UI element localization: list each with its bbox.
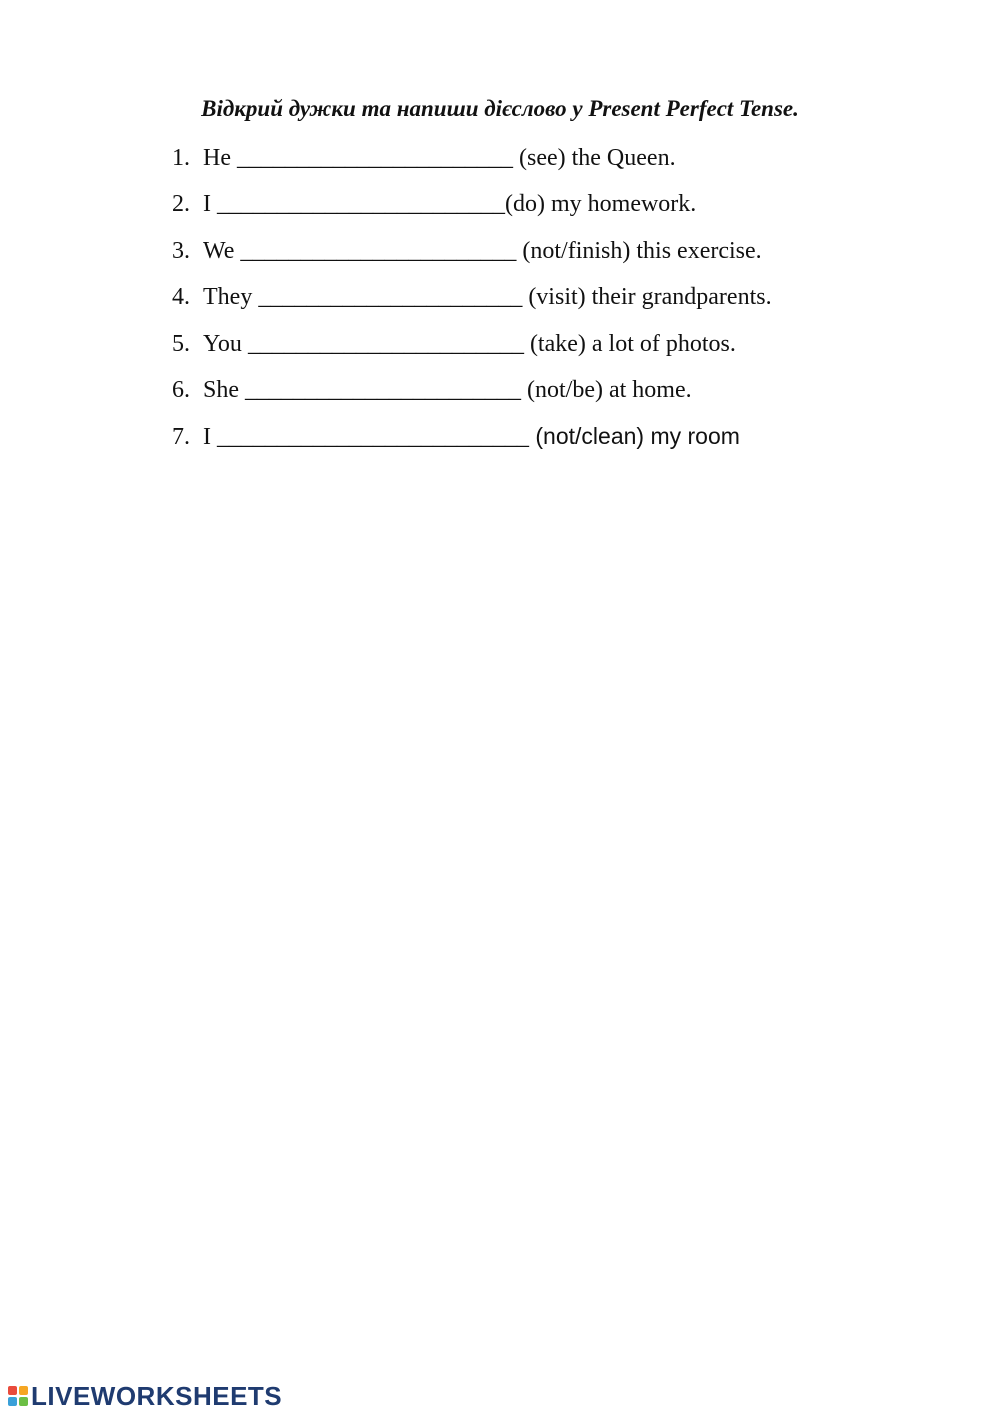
exercise-item-4 (172, 280, 772, 326)
item-number: 5. (172, 330, 190, 357)
verb-hint: (visit) their grandparents. (522, 284, 772, 311)
verb-hint: (not/finish) this exercise. (516, 237, 762, 264)
verb-hint: (not/be) at home. (521, 376, 692, 403)
worksheet-instructions: Відкрий дужки та напиши дієслово у Present Perfect Tense. (201, 96, 799, 121)
exercise-item-3 (172, 234, 772, 280)
exercise-item-7 (172, 419, 772, 465)
logo-square (8, 1397, 17, 1406)
answer-blank[interactable]: _______________________ (247, 330, 524, 357)
exercise-list (172, 141, 772, 466)
exercise-item-2 (172, 187, 772, 233)
item-number: 6. (172, 376, 190, 403)
verb-hint: (not/clean) my room (529, 423, 740, 450)
item-subject: She (203, 376, 239, 403)
verb-hint: (take) a lot of photos. (523, 330, 736, 357)
item-number: 1. (172, 145, 190, 171)
item-subject: You (203, 330, 242, 357)
item-number: 2. (172, 191, 190, 218)
verb-hint: (do) my homework. (505, 191, 697, 218)
answer-blank[interactable]: _______________________ (236, 145, 513, 171)
item-subject: They (203, 284, 253, 311)
answer-blank[interactable]: _______________________ (240, 237, 517, 264)
exercise-item-5 (172, 327, 772, 373)
answer-blank[interactable]: __________________________ (217, 424, 529, 451)
logo-square (8, 1386, 17, 1395)
answer-blank[interactable]: ________________________ (217, 191, 505, 218)
logo-square (19, 1397, 28, 1406)
brand-name: LIVEWORKSHEETS (31, 1381, 283, 1411)
item-number: 3. (172, 237, 190, 264)
answer-blank[interactable]: _______________________ (245, 376, 521, 403)
logo-squares-icon (8, 1386, 28, 1406)
item-subject: I (203, 424, 211, 451)
logo-square (19, 1386, 28, 1395)
verb-hint: (see) the Queen. (512, 145, 676, 171)
item-subject: I (203, 191, 211, 218)
item-number: 4. (172, 284, 190, 311)
item-number: 7. (172, 424, 190, 451)
item-subject: We (203, 237, 235, 264)
exercise-item-1 (172, 141, 772, 187)
exercise-item-6 (172, 373, 772, 419)
item-subject: He (203, 145, 231, 171)
answer-blank[interactable]: ______________________ (258, 284, 523, 311)
liveworksheets-logo (8, 1381, 282, 1411)
